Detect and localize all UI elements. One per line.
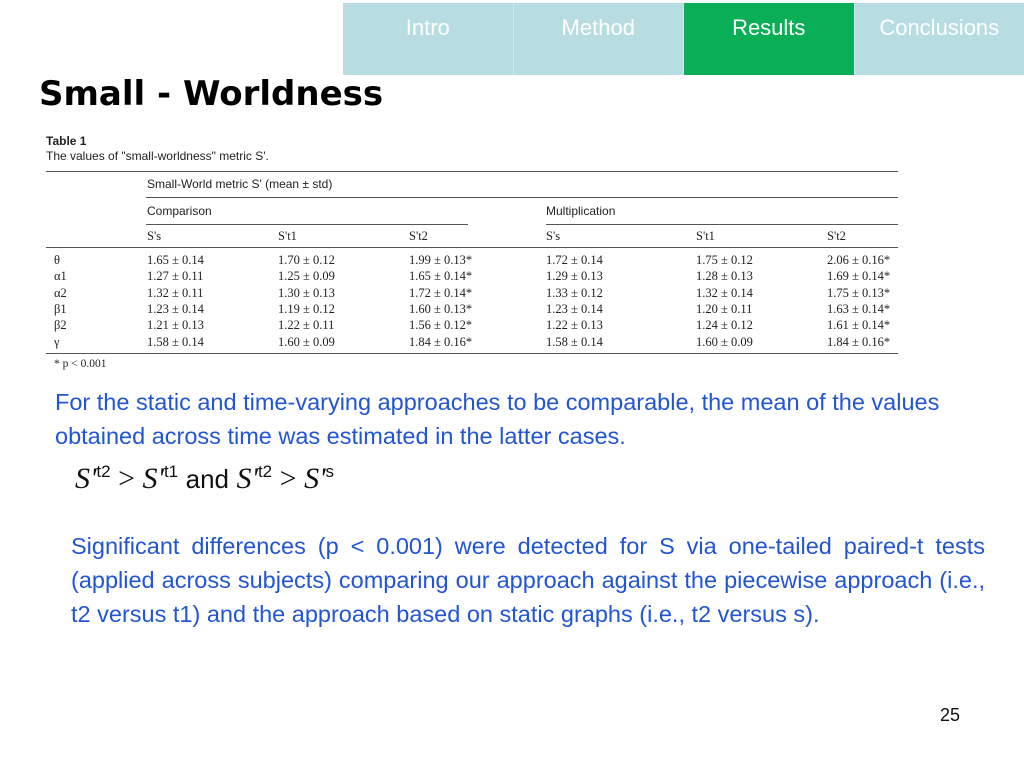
inequality-formula — [75, 462, 334, 496]
results-paragraph: Significant differences (p < 0.001) were detected for S via one-tailed paired-t tests (applied across subjects) comparing our approach against the piecewise approach (i.e., t2 versus t1) and the approach based on static graphs (i.e., t2 versus s). — [71, 533, 985, 627]
table-cell: 1.60 ± 0.13* — [409, 301, 473, 316]
table-cell: 1.56 ± 0.12* — [409, 318, 473, 333]
table-cell: 1.28 ± 0.13 — [696, 269, 753, 284]
tab-method[interactable]: Method — [514, 3, 685, 75]
formula-term-2: $S'^{t1}$ — [142, 462, 179, 495]
table-rule-metric — [146, 197, 898, 198]
table-cell: 1.22 ± 0.13 — [546, 318, 603, 333]
row-label: β1 — [54, 301, 67, 316]
table-rule-comparison — [146, 224, 468, 225]
table-cell: 1.75 ± 0.13* — [827, 285, 891, 300]
table-figure — [46, 134, 898, 370]
column-header: S't1 — [278, 229, 297, 243]
table-cell: 1.69 ± 0.14* — [827, 269, 891, 284]
row-label: α1 — [54, 269, 67, 284]
group-multiplication: Multiplication — [546, 204, 616, 218]
column-header: S't1 — [696, 229, 715, 243]
tab-results[interactable]: Results — [684, 3, 855, 75]
table-cell: 1.70 ± 0.12 — [278, 253, 335, 267]
table-cell: 1.84 ± 0.16* — [409, 334, 473, 349]
column-header: S's — [546, 229, 561, 243]
metric-header: Small-World metric S' (mean ± std) — [147, 177, 333, 191]
table-cell: 1.58 ± 0.14 — [546, 334, 603, 349]
table-cell: 1.23 ± 0.14 — [147, 301, 204, 316]
table-cell: 1.27 ± 0.11 — [147, 269, 204, 284]
table-cell: 1.25 ± 0.09 — [278, 269, 335, 284]
table-rule-columns — [46, 247, 898, 248]
table-cell: 1.99 ± 0.13* — [409, 253, 473, 267]
formula-term-4: $S'^s$ — [304, 462, 334, 495]
table-cell: 1.72 ± 0.14* — [409, 285, 473, 300]
group-comparison: Comparison — [147, 204, 212, 218]
section-nav — [343, 3, 1024, 75]
row-label: α2 — [54, 285, 67, 300]
formula-term-3: $S'^{t2}$ — [236, 462, 273, 495]
table-cell: 1.21 ± 0.13 — [147, 318, 204, 333]
table-caption: The values of "small-worldness" metric S'. — [46, 149, 269, 163]
table-cell: 1.60 ± 0.09 — [278, 334, 335, 349]
table-cell: 1.32 ± 0.11 — [147, 285, 204, 300]
table-cell: 1.58 ± 0.14 — [147, 334, 204, 349]
explanation-paragraph: For the static and time-varying approaches to be comparable, the mean of the values obtained across time was estimated in the latter cases. — [55, 389, 940, 449]
table-cell: 1.24 ± 0.12 — [696, 318, 753, 333]
table-cell: 1.65 ± 0.14* — [409, 269, 473, 284]
table-rule-multiplication — [546, 224, 898, 225]
table-cell: 1.30 ± 0.13 — [278, 285, 335, 300]
table-cell: 1.32 ± 0.14 — [696, 285, 753, 300]
table-cell: 1.33 ± 0.12 — [546, 285, 603, 300]
row-label: γ — [54, 334, 60, 349]
table-label: Table 1 — [46, 134, 87, 148]
table-cell: 2.06 ± 0.16* — [827, 253, 891, 267]
table-rule-top — [46, 171, 898, 172]
column-header: S's — [147, 229, 162, 243]
table-cell: 1.23 ± 0.14 — [546, 301, 603, 316]
table-cell: 1.29 ± 0.13 — [546, 269, 603, 284]
formula-gt-2: > — [279, 462, 297, 495]
column-header: S't2 — [827, 229, 846, 243]
row-label: θ — [54, 253, 60, 267]
formula-and: and — [185, 464, 230, 494]
slide-title: Small - Worldness — [39, 74, 384, 114]
formula-gt-1: > — [118, 462, 136, 495]
table-cell: 1.60 ± 0.09 — [696, 334, 753, 349]
tab-intro[interactable]: Intro — [343, 3, 514, 75]
column-header: S't2 — [409, 229, 428, 243]
row-label: β2 — [54, 318, 67, 333]
page-number: 25 — [940, 705, 961, 725]
table-cell: 1.75 ± 0.12 — [696, 253, 753, 267]
table-cell: 1.22 ± 0.11 — [278, 318, 335, 333]
table-cell: 1.20 ± 0.11 — [696, 301, 753, 316]
table-rule-bottom — [46, 353, 898, 354]
table-cell: 1.84 ± 0.16* — [827, 334, 891, 349]
table-cell: 1.72 ± 0.14 — [546, 253, 603, 267]
table-cell: 1.63 ± 0.14* — [827, 301, 891, 316]
table-cell: 1.61 ± 0.14* — [827, 318, 891, 333]
table-cell: 1.65 ± 0.14 — [147, 253, 204, 267]
tab-conclusions[interactable]: Conclusions — [855, 3, 1024, 75]
table-footnote: * p < 0.001 — [54, 358, 107, 370]
formula-term-1: $S'^{t2}$ — [75, 462, 111, 495]
table-cell: 1.19 ± 0.12 — [278, 301, 335, 316]
